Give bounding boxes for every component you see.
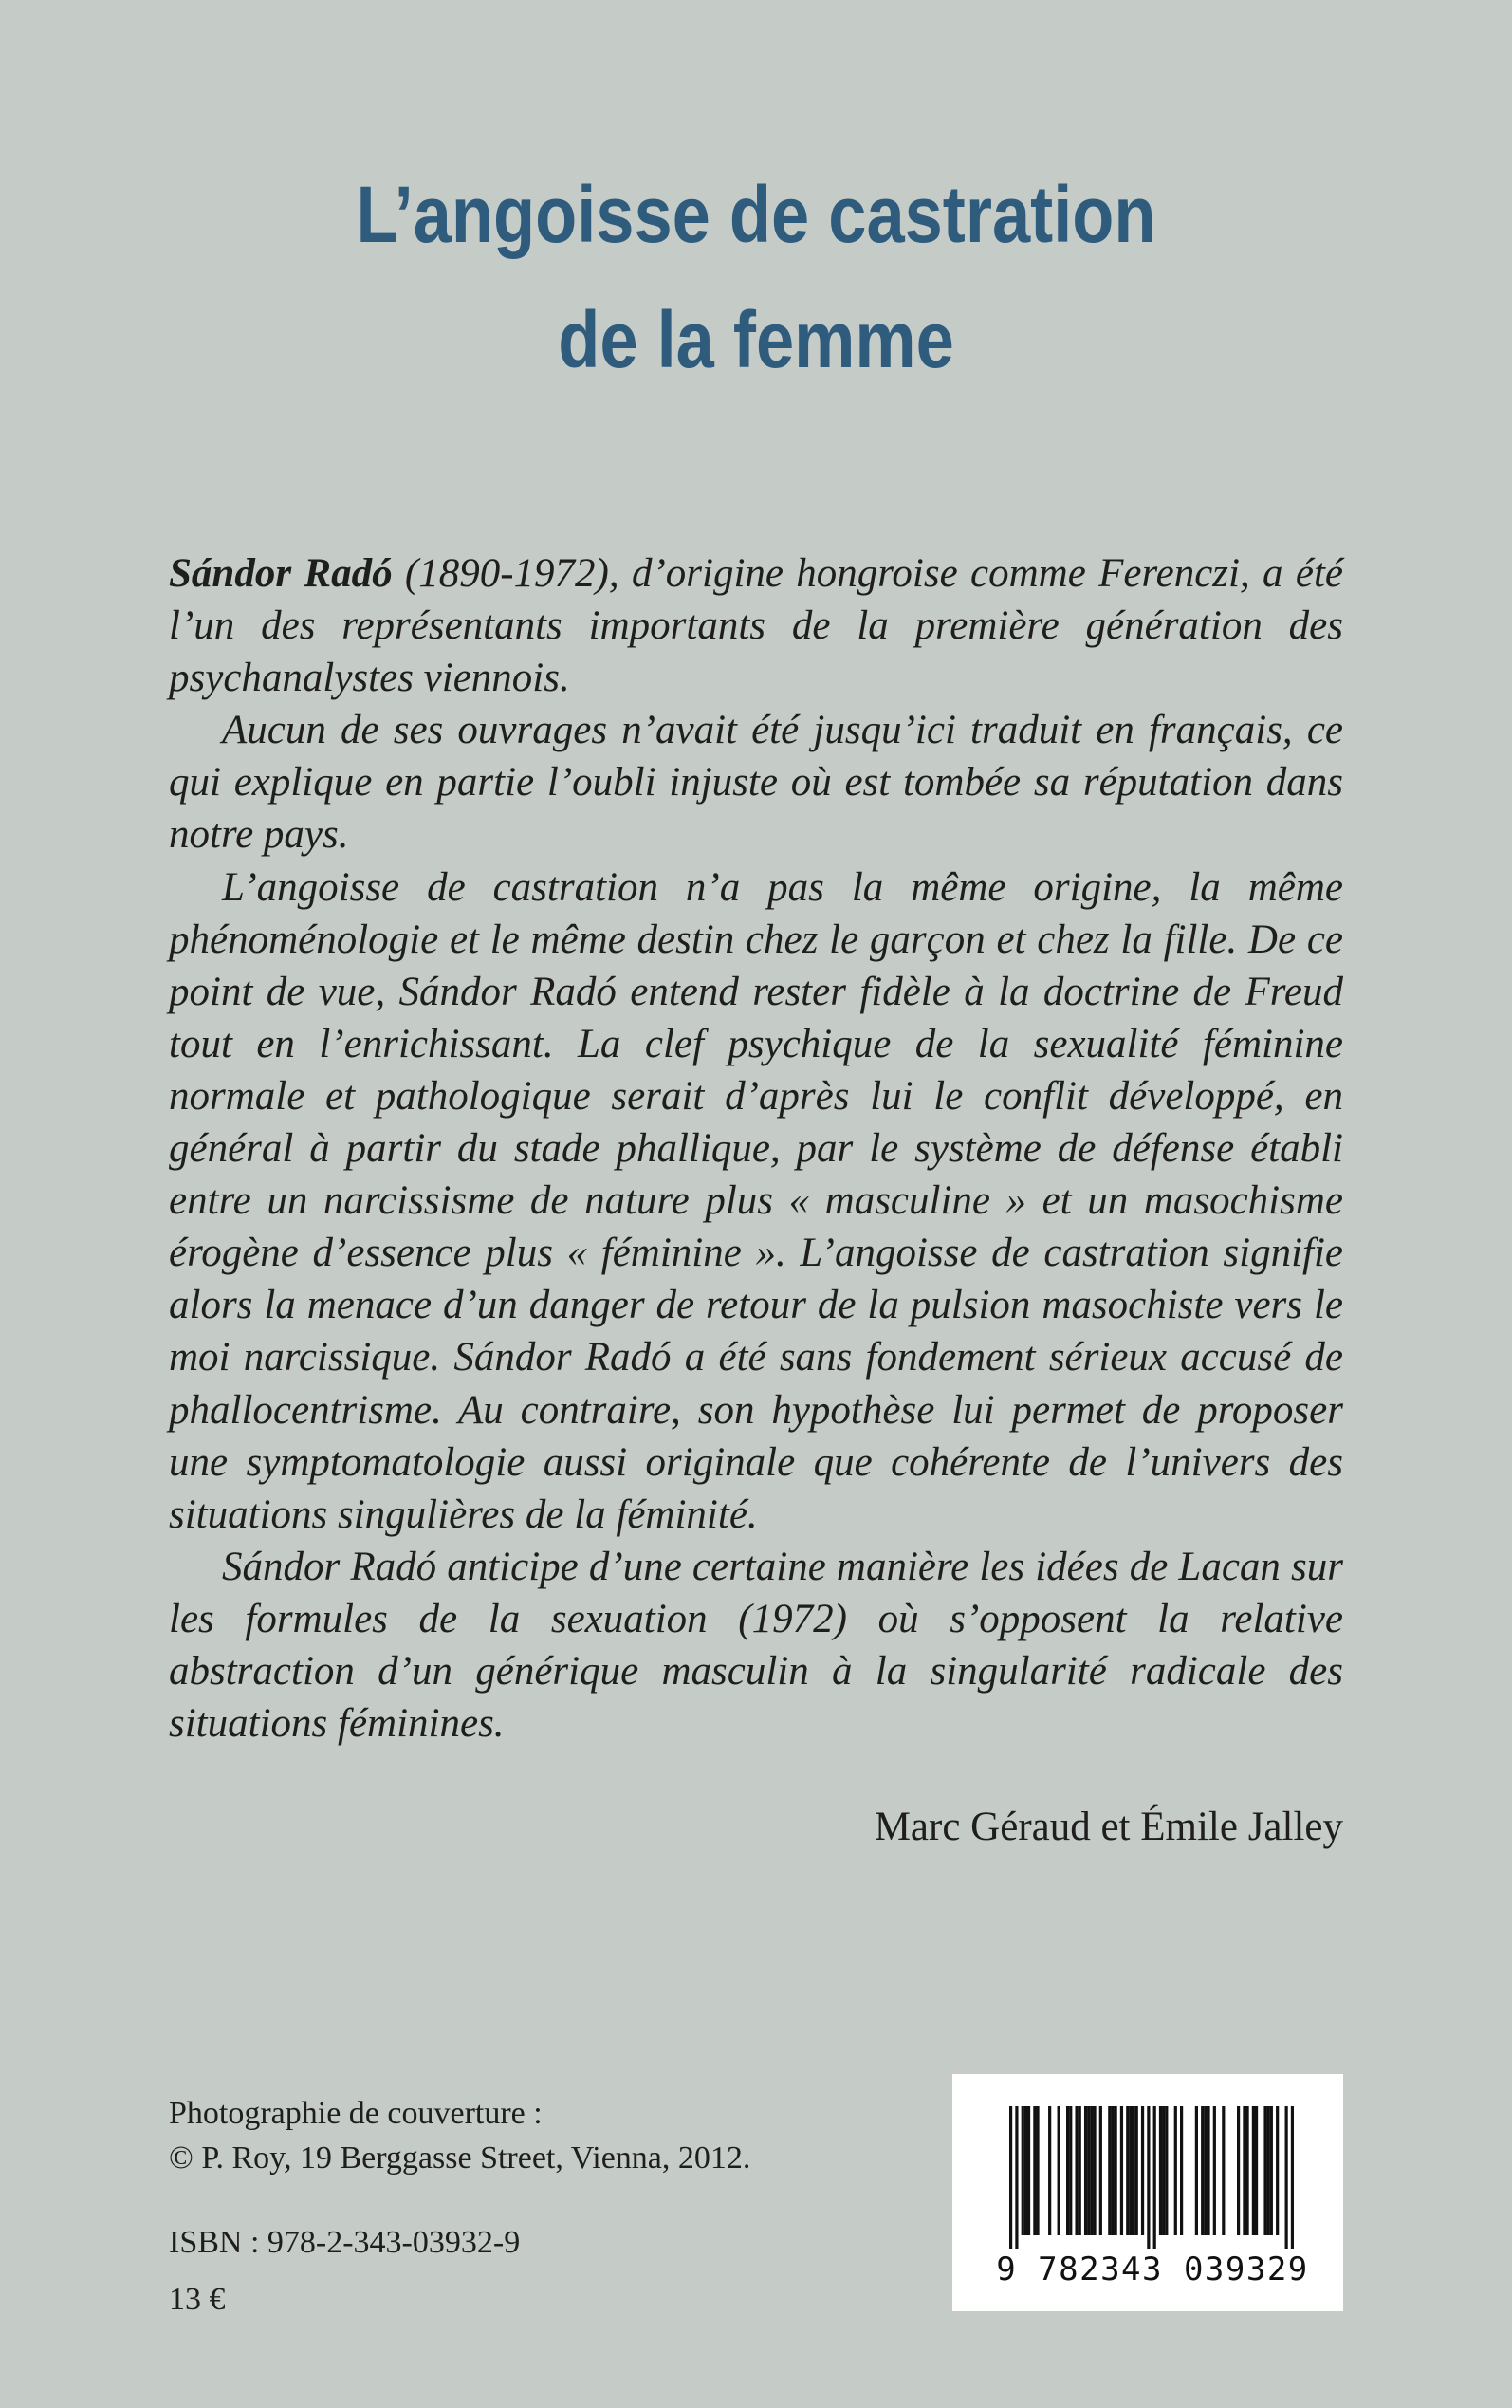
blurb-paragraph-4: Sándor Radó anticipe d’une certaine manière les idées de Lacan sur les formules de la sexuation (1972) où s’opposent la relative abstraction d’un générique masculin à la singularité radicale des situations féminines. xyxy=(169,1544,1343,1747)
barcode-bar xyxy=(1087,2106,1090,2235)
barcode-bar xyxy=(1180,2106,1183,2235)
photo-credits xyxy=(169,2091,750,2180)
blurb-paragraph-2: Aucun de ses ouvrages n’avait été jusqu’ici traduit en français, ce qui explique en partie l’oubli injuste où est tombée sa réputation dans notre pays. xyxy=(169,708,1343,858)
photo-credits-line-2: © P. Roy, 19 Berggasse Street, Vienna, 2012. xyxy=(169,2140,751,2176)
blurb-paragraph-1-text: (1890-1972), d’origine hongroise comme Ferenczi, a été l’un des représentants importants de la première génération des psychanalystes viennois. xyxy=(169,551,1343,701)
barcode-bar xyxy=(1027,2106,1030,2235)
isbn: ISBN : 978-2-343-03932-9 xyxy=(169,2225,521,2260)
barcode-bar xyxy=(1267,2106,1270,2235)
barcode-bar xyxy=(1069,2106,1072,2235)
barcode-bar xyxy=(1022,2106,1024,2235)
barcode-bar xyxy=(1174,2106,1177,2235)
barcode-bar xyxy=(1126,2106,1129,2235)
barcode-bar xyxy=(1093,2106,1096,2235)
barcode-bar xyxy=(1009,2106,1012,2249)
barcode-bar xyxy=(1090,2106,1093,2235)
barcode-bar xyxy=(1079,2106,1081,2235)
blurb-signature: Marc Géraud et Émile Jalley xyxy=(874,1805,1343,1849)
barcode-bar xyxy=(1132,2106,1134,2235)
barcode-bar xyxy=(1291,2106,1294,2249)
back-cover-blurb xyxy=(169,547,1343,1750)
barcode-bar xyxy=(1270,2106,1273,2235)
barcode-bar xyxy=(1213,2106,1216,2235)
photo-credits-line-1: Photographie de couverture : xyxy=(169,2096,543,2131)
barcode-bar xyxy=(1120,2106,1123,2235)
barcode-bar xyxy=(1108,2106,1111,2235)
barcode-bar xyxy=(1066,2106,1069,2235)
barcode-bar xyxy=(1153,2106,1156,2249)
barcode-bar xyxy=(1135,2106,1138,2235)
barcode-bar xyxy=(1207,2106,1209,2235)
barcode-bar xyxy=(1237,2106,1240,2235)
title-line-2: de la femme xyxy=(558,295,954,384)
barcode-bar xyxy=(1084,2106,1087,2235)
barcode-bar xyxy=(1015,2106,1018,2249)
barcode-digits: 9 782343 039329 xyxy=(996,2251,1309,2288)
barcode-bar xyxy=(1099,2106,1102,2235)
barcode-bar xyxy=(1245,2106,1248,2235)
barcode-bar xyxy=(1195,2106,1198,2235)
barcode-bar xyxy=(1222,2106,1225,2235)
blurb-paragraph-3: L’angoisse de castration n’a pas la même origine, la même phénoménologie et le même destin chez le garçon et chez la fille. De ce point de vue, Sándor Radó entend rester fidèle à la doctrine de Freud tout en l’enrichissant. La clef psychique de la sexualité féminine normale et pathologique serait d’après lui le conflit développé, en général à partir du stade phallique, par le système de défense établi entre un narcissisme de nature plus « masculine » et un masochisme érogène d’essence plus « féminine ». L’angoisse de castration signifie alors la menace d’un danger de retour de la pulsion masochiste vers le moi narcissique. Sándor Radó a été sans fondement sérieux accusé de phallocentrisme. Au contraire, son hypothèse lui permet de proposer une symptomatologie aussi originale que cohérente de l’univers des situations singulières de la féminité. xyxy=(169,864,1343,1537)
barcode-bar xyxy=(1033,2106,1036,2235)
barcode-bar xyxy=(1162,2106,1165,2235)
title-line-1: L’angoisse de castration xyxy=(356,170,1156,259)
author-name: Sándor Radó xyxy=(169,551,393,596)
barcode-bar xyxy=(1111,2106,1114,2235)
barcode-bar xyxy=(1204,2106,1207,2235)
barcode-bar xyxy=(1255,2106,1258,2235)
barcode-bar xyxy=(1036,2106,1039,2235)
barcode-bar xyxy=(1058,2106,1060,2235)
barcode-bar xyxy=(1141,2106,1144,2235)
barcode-bar xyxy=(1285,2106,1288,2249)
barcode-bar xyxy=(1129,2106,1132,2235)
barcode-bar xyxy=(1075,2106,1078,2235)
blurb-paragraph-1 xyxy=(169,547,1343,704)
barcode-bar xyxy=(1263,2106,1266,2235)
barcode-bar xyxy=(1252,2106,1255,2235)
barcode-bar xyxy=(1147,2106,1150,2249)
price: 13 € xyxy=(169,2282,226,2317)
book-title xyxy=(106,152,1407,402)
barcode xyxy=(952,2074,1343,2311)
barcode-bar xyxy=(1048,2106,1051,2235)
barcode-bars xyxy=(1009,2106,1294,2249)
barcode-bar xyxy=(1276,2106,1279,2235)
barcode-bar xyxy=(1159,2106,1162,2235)
barcode-bar xyxy=(1024,2106,1027,2235)
barcode-bar xyxy=(1115,2106,1117,2235)
barcode-bar xyxy=(1201,2106,1204,2235)
barcode-bar xyxy=(1165,2106,1168,2235)
barcode-bar xyxy=(1243,2106,1245,2235)
